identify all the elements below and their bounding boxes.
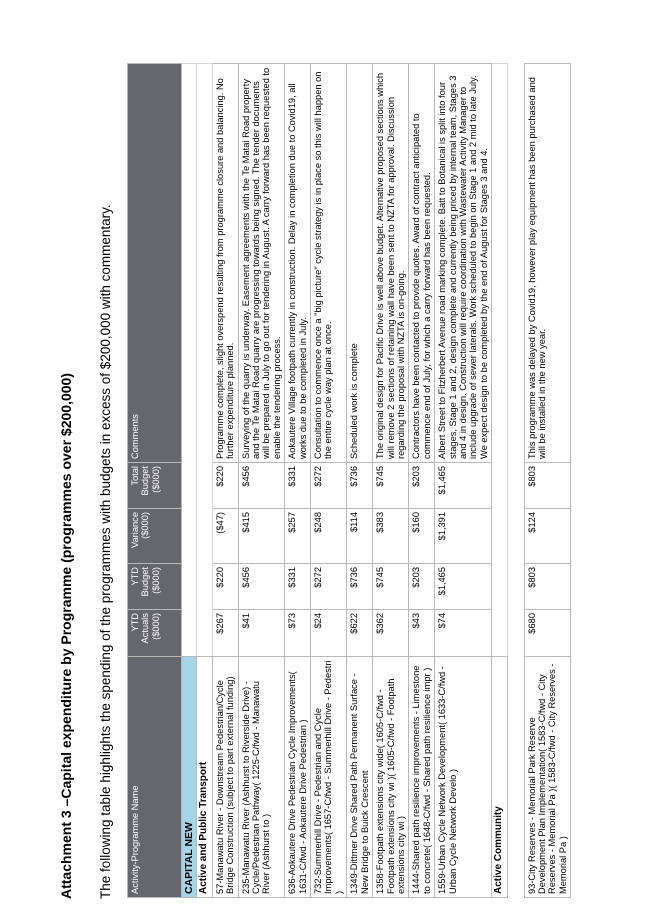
ytd-actuals: $267 (212, 610, 238, 657)
header-ytd-actuals: YTD Actuals ($000) (128, 610, 182, 657)
group-label: Active Community (492, 657, 507, 898)
table-row (285, 64, 311, 898)
group-label: Active and Public Transport (197, 657, 212, 898)
comments: Programme complete, slight overspend resulting from programme closure and balancing. No further expenditure planned. (212, 64, 238, 463)
variance: ($47) (212, 509, 238, 564)
table-row (311, 64, 347, 898)
comments: The original design for Pacific Drive is well above budget. Alternative proposed sections which will remove 2 sections of retaining wall have been sent to NZTA for approval. Discussion regarding the proposal with NZTA is on-going. (373, 64, 409, 463)
ytd-actuals: $41 (238, 610, 285, 657)
table-row (347, 64, 373, 898)
variance: $114 (347, 509, 373, 564)
programme-name: 732-Summerhill Drive - Pedestrian and Cycle Improvements( 1657-C/fwd - Summerhill Drive - Pedestri ) (311, 657, 347, 898)
comments: Aokautere Village footpath currently in construction. Delay in completion due to Covid19, all works due to be completed in July. (285, 64, 311, 463)
ytd-actuals: $74 (435, 610, 492, 657)
ytd-budget: $745 (373, 564, 409, 610)
variance: $415 (238, 509, 285, 564)
page-title: Attachment 3 –Capital expenditure by Programme (programmes over $200,000) (58, 373, 74, 899)
variance: $1,391 (435, 509, 492, 564)
ytd-actuals: $73 (285, 610, 311, 657)
header-name: Activity-Programme Name (128, 657, 182, 898)
total-budget: $272 (311, 463, 347, 509)
section-label: CAPITAL NEW (182, 657, 197, 898)
comments: Consultation to commence once a "big picture" cycle strategy is in place so this will happen on the entire cycle way plan at once. (311, 64, 347, 463)
programme-name: 1444-Shared path resilience improvements - Limestone to concrete( 1648-C/fwd - Shared path resilience impr ) (409, 657, 435, 898)
total-budget: $745 (373, 463, 409, 509)
ytd-budget: $803 (524, 564, 571, 610)
ytd-actuals: $680 (524, 610, 571, 657)
ytd-budget: $220 (212, 564, 238, 610)
ytd-budget: $331 (285, 564, 311, 610)
total-budget: $803 (524, 463, 571, 509)
capex-table (127, 63, 571, 898)
total-budget: $220 (212, 463, 238, 509)
header-total-budget: Total Budget ($000) (128, 463, 182, 509)
header-ytd-budget: YTD Budget ($000) (128, 564, 182, 610)
intro-text: The following table highlights the spending of the programmes with budgets in excess of $200,000 with commentary. (98, 204, 113, 899)
variance: $160 (409, 509, 435, 564)
programme-name: 636-Aokautere Drive Pedestrian Cycle Improvements( 1631-C/fwd - Aokautere Drive Pedestrian ) (285, 657, 311, 898)
ytd-budget: $456 (238, 564, 285, 610)
total-budget: $1,465 (435, 463, 492, 509)
table-row (212, 64, 238, 898)
ytd-budget: $736 (347, 564, 373, 610)
comments: Contractors have been contacted to provide quotes. Award of contract anticipated to commence end of July, for which a carry forward has been requested. (409, 64, 435, 463)
ytd-actuals: $43 (409, 610, 435, 657)
programme-name: 1358-Footpath extensions city wide( 1605-C/fwd - Footpath extensions city wi )( 1605-C/fwd - Footpath extensions city wi ) (373, 657, 409, 898)
group-row (492, 64, 507, 898)
ytd-budget: $1,465 (435, 564, 492, 610)
programme-name: 1559-Urban Cycle Network Development( 1633-C/fwd - Urban Cycle Network Develo ) (435, 657, 492, 898)
comments: This programme was delayed by Covid19, however play equipment has been purchased and will be installed in the new year. (524, 64, 571, 463)
ytd-budget: $203 (409, 564, 435, 610)
comments: Surveying of the quarry is underway. Easement agreements with the Te Matai Road property and the Te Matai Road quarry are progressing towards being signed. The tender documents will be prepared in July to go out for tendering in August. A carry forward has been requested to enable the tendering process. (238, 64, 285, 463)
ytd-actuals: $24 (311, 610, 347, 657)
table-row (409, 64, 435, 898)
total-budget: $456 (238, 463, 285, 509)
programme-name: 57-Manawatu River - Downstream Pedestrian/Cycle Bridge Construction (subject to part external funding) (212, 657, 238, 898)
spacer-row (507, 64, 524, 898)
table-row (524, 64, 571, 898)
table-header-row (128, 64, 182, 898)
comments: Albert Street to Fitzherbert Avenue road marking complete. Batt to Botanical is split into four stages, Stage 1 and 2, design complete and currently being priced by internal team, Stages 3 and 4 in design. Construction will require coordination with Wastewater Activity Manager to include upgrade of sewer laterals. Work scheduled to begin on Stage 1 and 2 mid to late July. We expect design to be completed by the end of August for Stages 3 and 4. (435, 64, 492, 463)
total-budget: $736 (347, 463, 373, 509)
ytd-actuals: $362 (373, 610, 409, 657)
header-variance: Variance ($000) (128, 509, 182, 564)
group-row (197, 64, 212, 898)
programme-name: 93-City Reserves - Memorial Park Reserve Development Plan Implementation( 1583-C/fwd - City Reserves - Memorial Pa )( 1583-C/fwd - City Reserves - Memorial Pa ) (524, 657, 571, 898)
comments: Scheduled work is complete (347, 64, 373, 463)
variance: $257 (285, 509, 311, 564)
table-row (435, 64, 492, 898)
variance: $383 (373, 509, 409, 564)
table-row (373, 64, 409, 898)
total-budget: $331 (285, 463, 311, 509)
total-budget: $203 (409, 463, 435, 509)
programme-name: 235-Manawatu River (Ashhurst to Riverside Drive) - Cycle/Pedestrian Pathway( 1225-C/fwd - Manawatu River (Ashhurst to ) (238, 657, 285, 898)
header-comments: Comments (128, 64, 182, 463)
section-row (182, 64, 197, 898)
ytd-actuals: $622 (347, 610, 373, 657)
variance: $248 (311, 509, 347, 564)
variance: $124 (524, 509, 571, 564)
programme-name: 1349-Dittmer Drive Shared Path Permanent Surface - New Bridge to Buick Crescent (347, 657, 373, 898)
ytd-budget: $272 (311, 564, 347, 610)
table-row (238, 64, 285, 898)
